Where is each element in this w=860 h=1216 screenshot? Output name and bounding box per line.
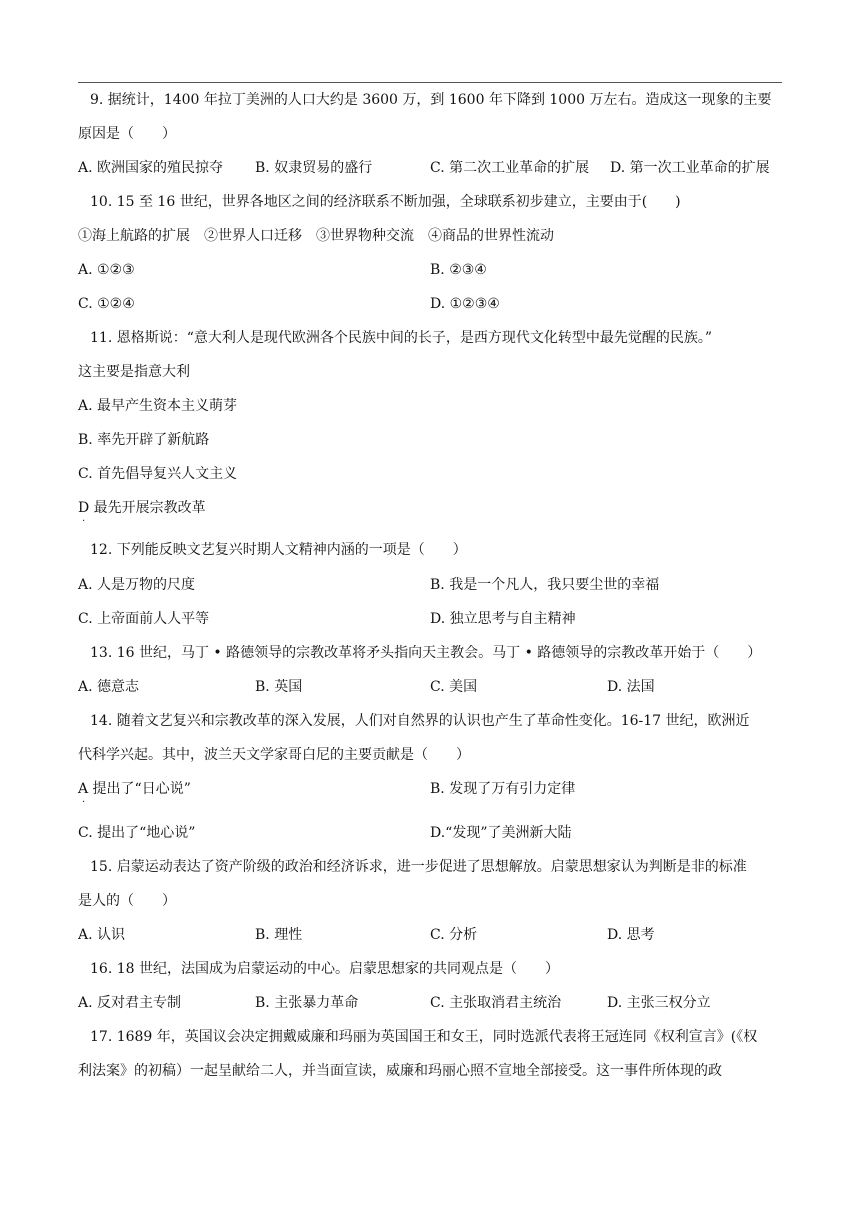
question-9-option-a[interactable]: A. 欧洲国家的殖民掠夺 [78, 160, 224, 176]
question-16-option-c[interactable]: C. 主张取消君主统治 [430, 995, 562, 1011]
question-14-option-c[interactable]: C. 提出了“地心说” [78, 825, 196, 841]
question-12-option-d[interactable]: D. 独立思考与自主精神 [430, 611, 576, 627]
question-12-stem: 12. 下列能反映文艺复兴时期人文精神内涵的一项是（ ） [90, 542, 467, 558]
question-15-option-d[interactable]: D. 思考 [607, 927, 655, 943]
question-17-stem-line1: 17. 1689 年，英国议会决定拥戴威廉和玛丽为英国国王和女王，同时选派代表将王冠连同《权利宣言》(《权 [90, 1029, 758, 1045]
question-10-option-c[interactable]: C. ①②④ [78, 296, 135, 312]
question-14-stem-line2: 代科学兴起。其中，波兰天文学家哥白尼的主要贡献是（ ） [78, 747, 470, 763]
question-15-stem-line1: 15. 启蒙运动表达了资产阶级的政治和经济诉求，进一步促进了思想解放。启蒙思想家认为判断是非的标准 [90, 859, 747, 875]
question-12-option-b[interactable]: B. 我是一个凡人，我只要尘世的幸福 [430, 577, 660, 593]
question-13-option-b[interactable]: B. 英国 [255, 679, 303, 695]
question-15-stem-line2: 是人的（ ） [78, 893, 176, 909]
question-12-option-a[interactable]: A. 人是万物的尺度 [78, 577, 196, 593]
question-11-option-c[interactable]: C. 首先倡导复兴人文主义 [78, 466, 238, 482]
question-9-option-c[interactable]: C. 第二次工业革命的扩展 [430, 160, 590, 176]
question-16-stem: 16. 18 世纪，法国成为启蒙运动的中心。启蒙思想家的共同观点是（ ） [90, 961, 559, 977]
question-16-option-b[interactable]: B. 主张暴力革命 [255, 995, 359, 1011]
header-rule [78, 82, 782, 83]
question-11-stem-line1: 11. 恩格斯说：“意大利人是现代欧洲各个民族中间的长子，是西方现代文化转型中最先觉醒的民族。” [90, 330, 713, 346]
question-13-option-a[interactable]: A. 德意志 [78, 679, 140, 695]
question-13-stem: 13. 16 世纪，马丁 • 路德领导的宗教改革将矛头指向天主教会。马丁 • 路德领导的宗教改革开始于（ ） [90, 645, 762, 661]
question-9-option-b[interactable]: B. 奴隶贸易的盛行 [255, 160, 373, 176]
question-11-option-a[interactable]: A. 最早产生资本主义萌芽 [78, 398, 238, 414]
question-9-stem-line1: 9. 据统计，1400 年拉丁美洲的人口大约是 3600 万，到 1600 年下降到 1000 万左右。造成这一现象的主要 [90, 92, 772, 108]
question-9-stem-line2: 原因是（ ） [78, 126, 176, 142]
question-14-option-a[interactable]: A 提出了“日心说” [78, 781, 191, 797]
question-9-option-d[interactable]: D. 第一次工业革命的扩展 [610, 160, 770, 176]
question-10-items: ①海上航路的扩展 ②世界人口迁移 ③世界物种交流 ④商品的世界性流动 [78, 228, 554, 244]
question-11-dot-mark: . [82, 513, 86, 524]
question-15-option-a[interactable]: A. 认识 [78, 927, 126, 943]
question-12-option-c[interactable]: C. 上帝面前人人平等 [78, 611, 210, 627]
question-14-option-b[interactable]: B. 发现了万有引力定律 [430, 781, 576, 797]
question-13-option-c[interactable]: C. 美国 [430, 679, 478, 695]
question-10-option-a[interactable]: A. ①②③ [78, 262, 135, 278]
question-17-stem-line2: 利法案》的初稿）一起呈献给二人，并当面宣读，威廉和玛丽心照不宣地全部接受。这一事件所体现的政 [78, 1063, 722, 1079]
question-11-stem-line2: 这主要是指意大利 [78, 364, 190, 380]
question-11-option-d[interactable]: D 最先开展宗教改革 [78, 500, 206, 516]
question-14-stem-line1: 14. 随着文艺复兴和宗教改革的深入发展，人们对自然界的认识也产生了革命性变化。16-17 世纪，欧洲近 [90, 713, 750, 729]
question-10-option-b[interactable]: B. ②③④ [430, 262, 487, 278]
question-10-option-d[interactable]: D. ①②③④ [430, 296, 500, 312]
question-13-option-d[interactable]: D. 法国 [607, 679, 655, 695]
question-11-option-b[interactable]: B. 率先开辟了新航路 [78, 432, 210, 448]
question-15-option-b[interactable]: B. 理性 [255, 927, 303, 943]
question-14-dot-mark: . [82, 794, 86, 805]
question-16-option-a[interactable]: A. 反对君主专制 [78, 995, 182, 1011]
question-14-option-d[interactable]: D.“发现”了美洲新大陆 [430, 825, 572, 841]
question-15-option-c[interactable]: C. 分析 [430, 927, 478, 943]
question-16-option-d[interactable]: D. 主张三权分立 [607, 995, 711, 1011]
question-10-stem: 10. 15 至 16 世纪，世界各地区之间的经济联系不断加强，全球联系初步建立，主要由于( ) [90, 194, 681, 210]
